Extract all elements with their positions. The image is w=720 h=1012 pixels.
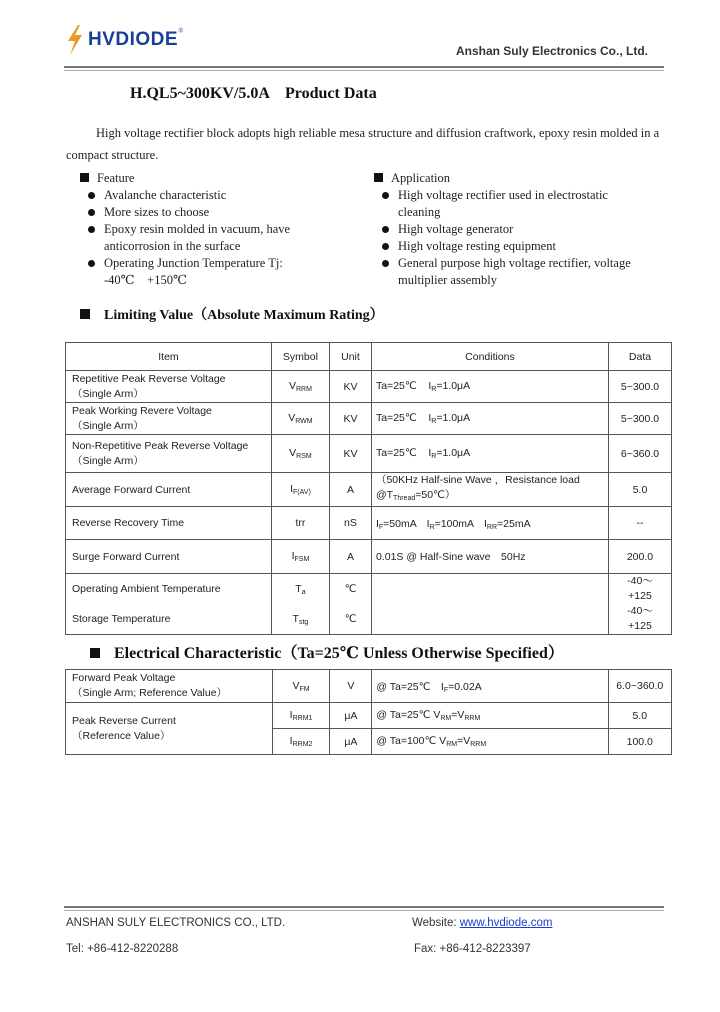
application-item: High voltage resting equipment (374, 238, 644, 255)
unit-cell: A (329, 473, 371, 507)
conditions-cell: @ Ta=25℃ $I_F=0.02A$ (372, 670, 608, 703)
table-row (66, 574, 672, 605)
conditions-cell: Ta=25℃ $I_R=1.0\mu A$ (371, 403, 608, 435)
header-unit: Unit (329, 343, 371, 371)
conditions-cell: @ Ta=100℃ $V_{RM}=V_{RRM}$ (372, 729, 608, 755)
item-cell: Peak Reverse Current （Reference Value） (66, 703, 273, 755)
table-row (66, 403, 672, 435)
table-header-row (66, 343, 672, 371)
header-conditions: Conditions (371, 343, 608, 371)
conditions-cell: @ Ta=25℃ $V_{RM}=V_{RRM}$ (372, 703, 608, 729)
unit-cell: KV (329, 435, 371, 473)
square-bullet-icon (80, 309, 90, 319)
bullet-dot-icon (382, 192, 389, 199)
footer-rule (64, 906, 664, 908)
bullet-dot-icon (88, 226, 95, 233)
table-row (66, 473, 672, 507)
feature-section (80, 170, 310, 289)
unit-cell: A (329, 540, 371, 574)
table-row (66, 540, 672, 574)
table-row (66, 435, 672, 473)
footer-company: ANSHAN SULY ELECTRONICS CO., LTD. (66, 917, 286, 929)
unit-cell: μA (330, 703, 372, 729)
unit-cell: KV (329, 371, 371, 403)
unit-cell: μA (330, 729, 372, 755)
data-cell: 5~300.0 (608, 403, 671, 435)
symbol-cell: $V_{RSM}$ (271, 435, 329, 473)
bullet-dot-icon (88, 209, 95, 216)
symbol-cell: $I_{F(AV)}$ (271, 473, 329, 507)
symbol-cell: $T_{stg}$ (271, 604, 329, 635)
data-cell: 200.0 (608, 540, 671, 574)
bullet-dot-icon (382, 243, 389, 250)
unit-cell: V (330, 670, 372, 703)
item-cell: Non-Repetitive Peak Reverse Voltage （Single Arm） (66, 435, 272, 473)
item-cell: Repetitive Peak Reverse Voltage （Single Arm） (66, 371, 272, 403)
bullet-dot-icon (88, 192, 95, 199)
header-symbol: Symbol (271, 343, 329, 371)
conditions-cell: （50KHz Half-sine Wave ，Resistance load $@T_{Thread}=50℃$） (371, 473, 608, 507)
data-cell: -40～ +125 (608, 604, 671, 635)
square-bullet-icon (90, 648, 100, 658)
data-cell: -40～ +125 (608, 574, 671, 605)
conditions-cell: Ta=25℃ $I_R=1.0\mu A$ (371, 371, 608, 403)
electrical-characteristic-table (65, 669, 672, 755)
electrical-characteristic-heading: Electrical Characteristic（Ta=25℃ Unless Otherwise Specified） (90, 640, 564, 663)
conditions-cell: 0.01S @ Half-Sine wave 50Hz (371, 540, 608, 574)
feature-item: More sizes to choose (80, 204, 310, 221)
bullet-dot-icon (88, 260, 95, 267)
table-row (66, 670, 672, 703)
symbol-cell: $V_{RWM}$ (271, 403, 329, 435)
data-cell: 100.0 (608, 729, 671, 755)
footer-fax: Fax: +86-412-8223397 (414, 943, 531, 955)
unit-cell: ℃ (329, 574, 371, 605)
website-link[interactable]: www.hvdiode.com (459, 917, 553, 929)
symbol-cell: trr (271, 507, 329, 540)
header-item: Item (66, 343, 272, 371)
header-data: Data (608, 343, 671, 371)
logo-text: HVDIODE (88, 29, 179, 50)
feature-item: Operating Junction Temperature Tj: -40℃ +150℃ (80, 255, 310, 289)
conditions-cell (371, 574, 608, 635)
footer-rule-thin (64, 910, 664, 911)
data-cell: 5.0 (608, 703, 671, 729)
conditions-cell: $I_F=50mA$ $I_R=100mA$ $I_{RR}=25mA$ (371, 507, 608, 540)
item-cell: Reverse Recovery Time (66, 507, 272, 540)
footer-tel: Tel: +86-412-8220288 (66, 943, 179, 955)
item-cell: Surge Forward Current (66, 540, 272, 574)
feature-item: Avalanche characteristic (80, 187, 310, 204)
table-row (66, 703, 672, 729)
conditions-cell: Ta=25℃ $I_R=1.0\mu A$ (371, 435, 608, 473)
feature-item: Epoxy resin molded in vacuum, have anticorrosion in the surface (80, 221, 310, 255)
symbol-cell: $I_{RRM2}$ (272, 729, 330, 755)
footer-website: Website: www.hvdiode.com (412, 917, 553, 929)
item-cell: Peak Working Revere Voltage （Single Arm） (66, 403, 272, 435)
bullet-dot-icon (382, 260, 389, 267)
header-rule-thin (64, 70, 664, 71)
intro-paragraph: High voltage rectifier block adopts high reliable mesa structure and diffusion craftwork, epoxy resin molded in a compact structure. (66, 126, 660, 162)
symbol-cell: $I_{FSM}$ (271, 540, 329, 574)
page-title: H.QL5~300KV/5.0A Product Data (130, 85, 377, 102)
company-logo (64, 22, 183, 58)
symbol-cell: $V_{RRM}$ (271, 371, 329, 403)
data-cell: 5.0 (608, 473, 671, 507)
square-bullet-icon (374, 173, 383, 182)
limiting-value-heading: Limiting Value（Absolute Maximum Rating） (80, 304, 384, 324)
symbol-cell: $V_{FM}$ (272, 670, 330, 703)
symbol-cell: $I_{RRM1}$ (272, 703, 330, 729)
lightning-bolt-icon (64, 23, 86, 57)
symbol-cell: $T_a$ (271, 574, 329, 605)
unit-cell: nS (329, 507, 371, 540)
data-cell: 6~360.0 (608, 435, 671, 473)
registered-mark: ® (178, 27, 184, 35)
square-bullet-icon (80, 173, 89, 182)
unit-cell: KV (329, 403, 371, 435)
application-item: High voltage rectifier used in electrostatic cleaning (374, 187, 644, 221)
item-cell: Operating Ambient Temperature (66, 574, 272, 605)
header-rule (64, 66, 664, 68)
table-row (66, 507, 672, 540)
application-item: High voltage generator (374, 221, 644, 238)
data-cell: 6.0~360.0 (608, 670, 671, 703)
application-item: General purpose high voltage rectifier, voltage multiplier assembly (374, 255, 644, 289)
bullet-dot-icon (382, 226, 389, 233)
item-cell: Storage Temperature (66, 604, 272, 635)
company-name: Anshan Suly Electronics Co., Ltd. (455, 44, 648, 58)
unit-cell: ℃ (329, 604, 371, 635)
data-cell: 5~300.0 (608, 371, 671, 403)
item-cell: Average Forward Current (66, 473, 272, 507)
table-row (66, 371, 672, 403)
limiting-value-table (65, 342, 672, 635)
feature-heading: Feature (80, 170, 310, 187)
application-section (374, 170, 644, 289)
data-cell: -- (608, 507, 671, 540)
item-cell: Forward Peak Voltage （Single Arm; Reference Value） (66, 670, 273, 703)
application-heading: Application (374, 170, 644, 187)
